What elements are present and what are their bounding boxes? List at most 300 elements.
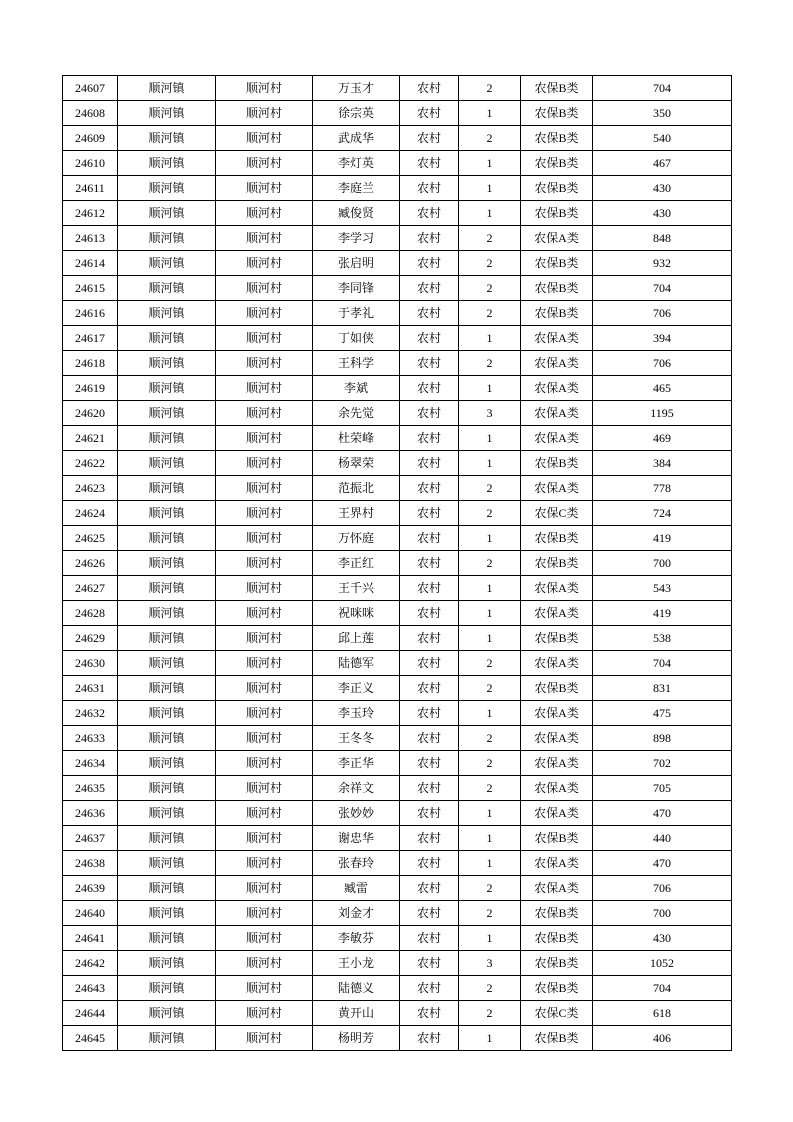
person-name-cell: 余先觉	[313, 401, 400, 426]
person-name-cell: 黄开山	[313, 1001, 400, 1026]
person-name-cell: 张妙妙	[313, 801, 400, 826]
residence-type-cell: 农村	[400, 751, 459, 776]
town-cell: 顺河镇	[118, 126, 216, 151]
residence-type-cell: 农村	[400, 401, 459, 426]
town-cell: 顺河镇	[118, 476, 216, 501]
village-cell: 顺河村	[216, 751, 313, 776]
table-row	[63, 576, 732, 601]
residence-type-cell: 农村	[400, 376, 459, 401]
table-row	[63, 976, 732, 1001]
amount-cell: 700	[593, 901, 732, 926]
town-cell: 顺河镇	[118, 376, 216, 401]
person-name-cell: 杨翠荣	[313, 451, 400, 476]
record-id-cell: 24607	[63, 76, 118, 101]
amount-cell: 1052	[593, 951, 732, 976]
record-id-cell: 24642	[63, 951, 118, 976]
town-cell: 顺河镇	[118, 426, 216, 451]
village-cell: 顺河村	[216, 651, 313, 676]
town-cell: 顺河镇	[118, 201, 216, 226]
village-cell: 顺河村	[216, 726, 313, 751]
town-cell: 顺河镇	[118, 876, 216, 901]
count-cell: 2	[459, 726, 521, 751]
insurance-category-cell: 农保C类	[521, 501, 593, 526]
residence-type-cell: 农村	[400, 526, 459, 551]
table-body	[63, 76, 732, 1051]
village-cell: 顺河村	[216, 551, 313, 576]
insurance-category-cell: 农保A类	[521, 326, 593, 351]
residence-type-cell: 农村	[400, 426, 459, 451]
town-cell: 顺河镇	[118, 276, 216, 301]
insurance-category-cell: 农保B类	[521, 101, 593, 126]
count-cell: 2	[459, 226, 521, 251]
amount-cell: 394	[593, 326, 732, 351]
residence-type-cell: 农村	[400, 501, 459, 526]
insurance-category-cell: 农保A类	[521, 801, 593, 826]
residence-type-cell: 农村	[400, 226, 459, 251]
town-cell: 顺河镇	[118, 576, 216, 601]
record-id-cell: 24637	[63, 826, 118, 851]
table-row	[63, 301, 732, 326]
insurance-category-cell: 农保B类	[521, 276, 593, 301]
amount-cell: 430	[593, 926, 732, 951]
record-id-cell: 24628	[63, 601, 118, 626]
amount-cell: 778	[593, 476, 732, 501]
residence-type-cell: 农村	[400, 476, 459, 501]
insurance-category-cell: 农保C类	[521, 1001, 593, 1026]
town-cell: 顺河镇	[118, 951, 216, 976]
count-cell: 2	[459, 551, 521, 576]
insurance-category-cell: 农保B类	[521, 901, 593, 926]
insurance-category-cell: 农保A类	[521, 426, 593, 451]
village-cell: 顺河村	[216, 676, 313, 701]
count-cell: 1	[459, 426, 521, 451]
record-id-cell: 24632	[63, 701, 118, 726]
village-cell: 顺河村	[216, 576, 313, 601]
amount-cell: 467	[593, 151, 732, 176]
village-cell: 顺河村	[216, 776, 313, 801]
amount-cell: 430	[593, 201, 732, 226]
table-row	[63, 801, 732, 826]
record-id-cell: 24640	[63, 901, 118, 926]
count-cell: 1	[459, 601, 521, 626]
village-cell: 顺河村	[216, 601, 313, 626]
count-cell: 2	[459, 76, 521, 101]
person-name-cell: 张春玲	[313, 851, 400, 876]
count-cell: 2	[459, 501, 521, 526]
count-cell: 2	[459, 876, 521, 901]
person-name-cell: 陆德义	[313, 976, 400, 1001]
record-id-cell: 24635	[63, 776, 118, 801]
record-id-cell: 24633	[63, 726, 118, 751]
amount-cell: 440	[593, 826, 732, 851]
person-name-cell: 余祥文	[313, 776, 400, 801]
count-cell: 1	[459, 826, 521, 851]
town-cell: 顺河镇	[118, 726, 216, 751]
count-cell: 3	[459, 401, 521, 426]
village-cell: 顺河村	[216, 201, 313, 226]
village-cell: 顺河村	[216, 851, 313, 876]
residence-type-cell: 农村	[400, 126, 459, 151]
town-cell: 顺河镇	[118, 676, 216, 701]
count-cell: 1	[459, 926, 521, 951]
town-cell: 顺河镇	[118, 401, 216, 426]
village-cell: 顺河村	[216, 626, 313, 651]
person-name-cell: 王科学	[313, 351, 400, 376]
table-row	[63, 1026, 732, 1051]
town-cell: 顺河镇	[118, 626, 216, 651]
count-cell: 2	[459, 126, 521, 151]
town-cell: 顺河镇	[118, 826, 216, 851]
count-cell: 2	[459, 1001, 521, 1026]
amount-cell: 704	[593, 76, 732, 101]
table-row	[63, 676, 732, 701]
village-cell: 顺河村	[216, 476, 313, 501]
residence-type-cell: 农村	[400, 951, 459, 976]
insurance-category-cell: 农保A类	[521, 751, 593, 776]
table-row	[63, 626, 732, 651]
town-cell: 顺河镇	[118, 176, 216, 201]
residence-type-cell: 农村	[400, 176, 459, 201]
town-cell: 顺河镇	[118, 551, 216, 576]
residence-type-cell: 农村	[400, 976, 459, 1001]
record-id-cell: 24615	[63, 276, 118, 301]
record-id-cell: 24641	[63, 926, 118, 951]
residence-type-cell: 农村	[400, 576, 459, 601]
person-name-cell: 祝咪咪	[313, 601, 400, 626]
person-name-cell: 王千兴	[313, 576, 400, 601]
count-cell: 2	[459, 276, 521, 301]
table-row	[63, 901, 732, 926]
person-name-cell: 刘金才	[313, 901, 400, 926]
table-row	[63, 601, 732, 626]
amount-cell: 724	[593, 501, 732, 526]
town-cell: 顺河镇	[118, 901, 216, 926]
village-cell: 顺河村	[216, 301, 313, 326]
count-cell: 1	[459, 701, 521, 726]
town-cell: 顺河镇	[118, 351, 216, 376]
record-id-cell: 24620	[63, 401, 118, 426]
record-id-cell: 24645	[63, 1026, 118, 1051]
town-cell: 顺河镇	[118, 976, 216, 1001]
village-cell: 顺河村	[216, 976, 313, 1001]
village-cell: 顺河村	[216, 426, 313, 451]
count-cell: 2	[459, 251, 521, 276]
person-name-cell: 张启明	[313, 251, 400, 276]
data-table	[62, 75, 732, 1051]
residence-type-cell: 农村	[400, 201, 459, 226]
person-name-cell: 李正红	[313, 551, 400, 576]
person-name-cell: 丁如侠	[313, 326, 400, 351]
town-cell: 顺河镇	[118, 1001, 216, 1026]
insurance-category-cell: 农保A类	[521, 876, 593, 901]
record-id-cell: 24609	[63, 126, 118, 151]
amount-cell: 419	[593, 526, 732, 551]
table-row	[63, 176, 732, 201]
count-cell: 1	[459, 626, 521, 651]
village-cell: 顺河村	[216, 1001, 313, 1026]
residence-type-cell: 农村	[400, 626, 459, 651]
amount-cell: 848	[593, 226, 732, 251]
person-name-cell: 李斌	[313, 376, 400, 401]
amount-cell: 406	[593, 1026, 732, 1051]
table-row	[63, 776, 732, 801]
town-cell: 顺河镇	[118, 1026, 216, 1051]
count-cell: 1	[459, 151, 521, 176]
count-cell: 2	[459, 301, 521, 326]
record-id-cell: 24644	[63, 1001, 118, 1026]
table-row	[63, 951, 732, 976]
record-id-cell: 24612	[63, 201, 118, 226]
table-row	[63, 526, 732, 551]
village-cell: 顺河村	[216, 251, 313, 276]
person-name-cell: 谢忠华	[313, 826, 400, 851]
village-cell: 顺河村	[216, 876, 313, 901]
amount-cell: 384	[593, 451, 732, 476]
village-cell: 顺河村	[216, 101, 313, 126]
amount-cell: 469	[593, 426, 732, 451]
amount-cell: 350	[593, 101, 732, 126]
town-cell: 顺河镇	[118, 651, 216, 676]
person-name-cell: 徐宗英	[313, 101, 400, 126]
table-row	[63, 826, 732, 851]
insurance-category-cell: 农保B类	[521, 76, 593, 101]
record-id-cell: 24619	[63, 376, 118, 401]
record-id-cell: 24624	[63, 501, 118, 526]
residence-type-cell: 农村	[400, 101, 459, 126]
table-row	[63, 376, 732, 401]
count-cell: 1	[459, 801, 521, 826]
insurance-category-cell: 农保A类	[521, 776, 593, 801]
residence-type-cell: 农村	[400, 1026, 459, 1051]
record-id-cell: 24643	[63, 976, 118, 1001]
residence-type-cell: 农村	[400, 351, 459, 376]
record-id-cell: 24611	[63, 176, 118, 201]
table-row	[63, 101, 732, 126]
amount-cell: 700	[593, 551, 732, 576]
count-cell: 2	[459, 976, 521, 1001]
record-id-cell: 24629	[63, 626, 118, 651]
residence-type-cell: 农村	[400, 651, 459, 676]
insurance-category-cell: 农保A类	[521, 401, 593, 426]
village-cell: 顺河村	[216, 151, 313, 176]
record-id-cell: 24614	[63, 251, 118, 276]
amount-cell: 704	[593, 976, 732, 1001]
table-row	[63, 551, 732, 576]
amount-cell: 540	[593, 126, 732, 151]
village-cell: 顺河村	[216, 351, 313, 376]
person-name-cell: 武成华	[313, 126, 400, 151]
amount-cell: 706	[593, 876, 732, 901]
person-name-cell: 李庭兰	[313, 176, 400, 201]
record-id-cell: 24621	[63, 426, 118, 451]
town-cell: 顺河镇	[118, 151, 216, 176]
person-name-cell: 陆德军	[313, 651, 400, 676]
insurance-category-cell: 农保A类	[521, 701, 593, 726]
person-name-cell: 臧俊贤	[313, 201, 400, 226]
amount-cell: 618	[593, 1001, 732, 1026]
residence-type-cell: 农村	[400, 601, 459, 626]
person-name-cell: 王冬冬	[313, 726, 400, 751]
count-cell: 1	[459, 176, 521, 201]
table-row	[63, 126, 732, 151]
amount-cell: 430	[593, 176, 732, 201]
insurance-category-cell: 农保A类	[521, 576, 593, 601]
amount-cell: 932	[593, 251, 732, 276]
table-row	[63, 276, 732, 301]
residence-type-cell: 农村	[400, 301, 459, 326]
insurance-category-cell: 农保B类	[521, 926, 593, 951]
record-id-cell: 24625	[63, 526, 118, 551]
residence-type-cell: 农村	[400, 326, 459, 351]
record-id-cell: 24622	[63, 451, 118, 476]
town-cell: 顺河镇	[118, 326, 216, 351]
person-name-cell: 杜荣峰	[313, 426, 400, 451]
town-cell: 顺河镇	[118, 76, 216, 101]
table-row	[63, 201, 732, 226]
insurance-category-cell: 农保B类	[521, 676, 593, 701]
record-id-cell: 24616	[63, 301, 118, 326]
town-cell: 顺河镇	[118, 226, 216, 251]
town-cell: 顺河镇	[118, 526, 216, 551]
amount-cell: 1195	[593, 401, 732, 426]
table-row	[63, 76, 732, 101]
record-id-cell: 24610	[63, 151, 118, 176]
count-cell: 1	[459, 201, 521, 226]
person-name-cell: 范振北	[313, 476, 400, 501]
residence-type-cell: 农村	[400, 276, 459, 301]
record-id-cell: 24626	[63, 551, 118, 576]
person-name-cell: 李同锋	[313, 276, 400, 301]
record-id-cell: 24639	[63, 876, 118, 901]
record-id-cell: 24638	[63, 851, 118, 876]
residence-type-cell: 农村	[400, 251, 459, 276]
person-name-cell: 李敏芬	[313, 926, 400, 951]
amount-cell: 475	[593, 701, 732, 726]
town-cell: 顺河镇	[118, 776, 216, 801]
table-row	[63, 476, 732, 501]
insurance-category-cell: 农保A类	[521, 226, 593, 251]
village-cell: 顺河村	[216, 126, 313, 151]
record-id-cell: 24623	[63, 476, 118, 501]
town-cell: 顺河镇	[118, 801, 216, 826]
amount-cell: 705	[593, 776, 732, 801]
person-name-cell: 王小龙	[313, 951, 400, 976]
residence-type-cell: 农村	[400, 551, 459, 576]
residence-type-cell: 农村	[400, 1001, 459, 1026]
village-cell: 顺河村	[216, 501, 313, 526]
person-name-cell: 臧雷	[313, 876, 400, 901]
town-cell: 顺河镇	[118, 701, 216, 726]
record-id-cell: 24617	[63, 326, 118, 351]
insurance-category-cell: 农保B类	[521, 826, 593, 851]
town-cell: 顺河镇	[118, 251, 216, 276]
amount-cell: 706	[593, 351, 732, 376]
residence-type-cell: 农村	[400, 876, 459, 901]
insurance-category-cell: 农保B类	[521, 201, 593, 226]
village-cell: 顺河村	[216, 451, 313, 476]
count-cell: 1	[459, 451, 521, 476]
person-name-cell: 李正义	[313, 676, 400, 701]
residence-type-cell: 农村	[400, 776, 459, 801]
table-row	[63, 1001, 732, 1026]
amount-cell: 465	[593, 376, 732, 401]
count-cell: 3	[459, 951, 521, 976]
person-name-cell: 万怀庭	[313, 526, 400, 551]
insurance-category-cell: 农保B类	[521, 951, 593, 976]
village-cell: 顺河村	[216, 401, 313, 426]
residence-type-cell: 农村	[400, 151, 459, 176]
amount-cell: 419	[593, 601, 732, 626]
table-container	[62, 75, 732, 1051]
count-cell: 2	[459, 676, 521, 701]
town-cell: 顺河镇	[118, 451, 216, 476]
insurance-category-cell: 农保B类	[521, 626, 593, 651]
person-name-cell: 万玉才	[313, 76, 400, 101]
count-cell: 1	[459, 526, 521, 551]
insurance-category-cell: 农保B类	[521, 301, 593, 326]
amount-cell: 702	[593, 751, 732, 776]
count-cell: 2	[459, 901, 521, 926]
table-row	[63, 651, 732, 676]
count-cell: 2	[459, 751, 521, 776]
amount-cell: 543	[593, 576, 732, 601]
insurance-category-cell: 农保A类	[521, 651, 593, 676]
amount-cell: 470	[593, 801, 732, 826]
insurance-category-cell: 农保A类	[521, 476, 593, 501]
insurance-category-cell: 农保B类	[521, 976, 593, 1001]
table-row	[63, 501, 732, 526]
insurance-category-cell: 农保A类	[521, 351, 593, 376]
village-cell: 顺河村	[216, 526, 313, 551]
table-row	[63, 426, 732, 451]
amount-cell: 898	[593, 726, 732, 751]
village-cell: 顺河村	[216, 801, 313, 826]
amount-cell: 470	[593, 851, 732, 876]
table-row	[63, 876, 732, 901]
table-row	[63, 326, 732, 351]
person-name-cell: 杨明芳	[313, 1026, 400, 1051]
insurance-category-cell: 农保B类	[521, 526, 593, 551]
town-cell: 顺河镇	[118, 101, 216, 126]
record-id-cell: 24630	[63, 651, 118, 676]
count-cell: 1	[459, 326, 521, 351]
amount-cell: 706	[593, 301, 732, 326]
record-id-cell: 24613	[63, 226, 118, 251]
person-name-cell: 李正华	[313, 751, 400, 776]
count-cell: 1	[459, 376, 521, 401]
residence-type-cell: 农村	[400, 451, 459, 476]
insurance-category-cell: 农保B类	[521, 176, 593, 201]
count-cell: 2	[459, 476, 521, 501]
record-id-cell: 24634	[63, 751, 118, 776]
town-cell: 顺河镇	[118, 851, 216, 876]
person-name-cell: 李玉玲	[313, 701, 400, 726]
insurance-category-cell: 农保B类	[521, 126, 593, 151]
table-row	[63, 726, 732, 751]
town-cell: 顺河镇	[118, 751, 216, 776]
village-cell: 顺河村	[216, 276, 313, 301]
residence-type-cell: 农村	[400, 926, 459, 951]
table-row	[63, 451, 732, 476]
record-id-cell: 24608	[63, 101, 118, 126]
count-cell: 2	[459, 651, 521, 676]
town-cell: 顺河镇	[118, 926, 216, 951]
person-name-cell: 李灯英	[313, 151, 400, 176]
village-cell: 顺河村	[216, 701, 313, 726]
village-cell: 顺河村	[216, 226, 313, 251]
village-cell: 顺河村	[216, 826, 313, 851]
residence-type-cell: 农村	[400, 676, 459, 701]
